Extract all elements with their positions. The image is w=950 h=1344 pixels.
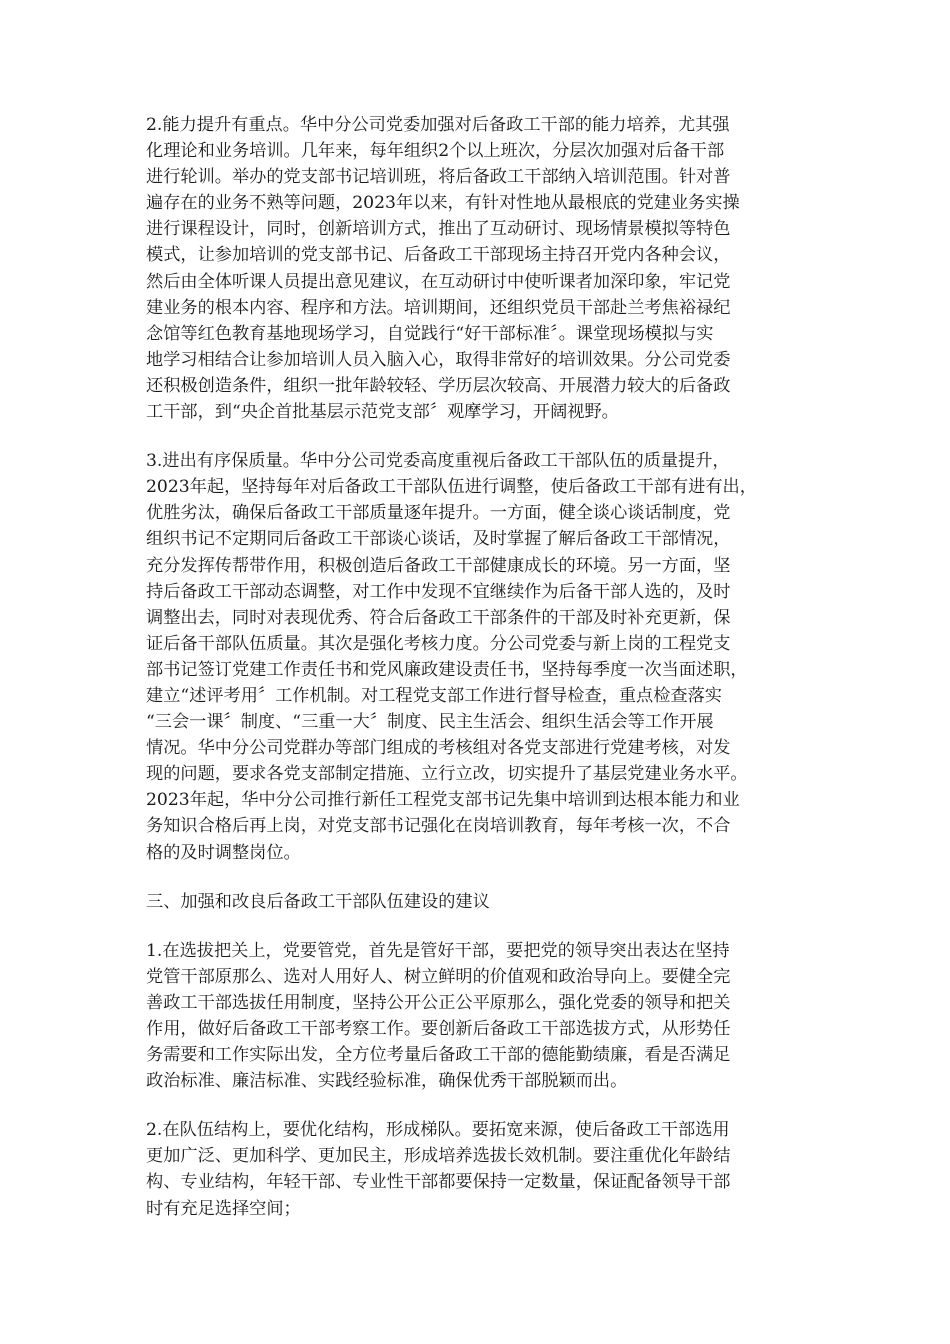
text-line: 还积极创造条件，组织一批年龄较轻、学历层次较高、开展潜力较大的后备政 xyxy=(146,375,731,396)
text-line: 3.进出有序保质量。华中分公司党委高度重视后备政工干部队伍的质量提升， xyxy=(146,451,730,472)
text-line: 持后备政工干部动态调整，对工作中发现不宜继续作为后备干部人选的，及时 xyxy=(146,581,731,602)
paragraph-team-structure xyxy=(146,1117,814,1221)
text-line: 善政工干部选拔任用制度，坚持公开公正公平原那么，强化党委的领导和把关 xyxy=(146,992,731,1013)
text-line: 政治标准、廉洁标准、实践经验标准，确保优秀干部脱颖而出。 xyxy=(146,1071,628,1092)
text-line: 时有充足选择空间； xyxy=(146,1198,301,1219)
text-line: 建业务的根本内容、程序和方法。培训期间，还组织党员干部赴兰考焦裕禄纪 xyxy=(146,297,731,318)
text-line: 化理论和业务培训。几年来，每年组织2个以上班次，分层次加强对后备干部 xyxy=(146,141,725,162)
text-line: 充分发挥传帮带作用，积极创造后备政工干部健康成长的环境。另一方面，坚 xyxy=(146,555,731,576)
document-body xyxy=(146,112,814,1245)
text-line: 党管干部原那么、选对人用好人、树立鲜明的价值观和政治导向上。要健全完 xyxy=(146,966,731,987)
text-line: 地学习相结合让参加培训人员入脑入心，取得非常好的培训效果。分公司党委 xyxy=(146,349,731,370)
text-line: 念馆等红色教育基地现场学习，自觉践行“好干部标准〞。课堂现场模拟与实 xyxy=(146,323,714,344)
text-line: 调整出去，同时对表现优秀、符合后备政工干部条件的干部及时补充更新，保 xyxy=(146,607,731,628)
text-line: 2.在队伍结构上，要优化结构，形成梯队。要拓宽来源，使后备政工干部选用 xyxy=(146,1120,730,1141)
text-line: 构、专业结构，年轻干部、专业性干部都要保持一定数量，保证配备领导干部 xyxy=(146,1172,731,1193)
paragraph-ability-improvement xyxy=(146,112,814,425)
text-line: 1.在选拔把关上，党要管党，首先是管好干部，要把党的领导突出表达在坚持 xyxy=(146,940,730,961)
text-line: 2023年起，华中分公司推行新任工程党支部书记先集中培训到达根本能力和业 xyxy=(146,790,740,811)
paragraph-orderly-quality xyxy=(146,448,814,866)
text-line: 格的及时调整岗位。 xyxy=(146,842,301,863)
text-line: 组织书记不定期同后备政工干部谈心谈话，及时掌握了解后备政工干部情况， xyxy=(146,529,731,550)
text-line: 2.能力提升有重点。华中分公司党委加强对后备政工干部的能力培养，尤其强 xyxy=(146,115,730,135)
text-line: 务知识合格后再上岗，对党支部书记强化在岗培训教育，每年考核一次，不合 xyxy=(146,816,731,837)
text-line: 情况。华中分公司党群办等部门组成的考核组对各党支部进行党建考核，对发 xyxy=(146,738,731,759)
text-line: 部书记签订党建工作责任书和党风廉政建设责任书，坚持每季度一次当面述职， xyxy=(146,659,748,680)
text-line: 优胜劣汰，确保后备政工干部质量逐年提升。一方面，健全谈心谈话制度，党 xyxy=(146,503,731,524)
text-line: 工干部，到“央企首批基层示范党支部〞观摩学习，开阔视野。 xyxy=(146,402,619,423)
text-line: 证后备干部队伍质量。其次是强化考核力度。分公司党委与新上岗的工程党支 xyxy=(146,633,731,654)
heading-text: 三、加强和改良后备政工干部队伍建设的建议 xyxy=(146,891,490,912)
text-line: 然后由全体听课人员提出意见建议，在互动研讨中使听课者加深印象，牢记党 xyxy=(146,271,731,292)
text-line: 作用，做好后备政工干部考察工作。要创新后备政工干部选拔方式，从形势任 xyxy=(146,1019,731,1039)
paragraph-selection-control xyxy=(146,938,814,1095)
text-line: 进行轮训。举办的党支部书记培训班，将后备政工干部纳入培训范围。针对普 xyxy=(146,167,731,188)
text-line: 更加广泛、更加科学、更加民主，形成培养选拔长效机制。要注重优化年龄结 xyxy=(146,1146,731,1167)
text-line: 现的问题，要求各党支部制定措施、立行立改，切实提升了基层党建业务水平。 xyxy=(146,764,748,785)
section-heading xyxy=(146,889,814,915)
text-line: 务需要和工作实际出发，全方位考量后备政工干部的德能勤绩廉，看是否满足 xyxy=(146,1045,731,1066)
text-line: “三会一课〞制度、“三重一大〞制度、民主生活会、组织生活会等工作开展 xyxy=(146,712,714,733)
text-line: 遍存在的业务不熟等问题，2023年以来，有针对性地从最根底的党建业务实操 xyxy=(146,193,740,214)
text-line: 2023年起，坚持每年对后备政工干部队伍进行调整，使后备政工干部有进有出， xyxy=(146,477,757,498)
text-line: 模式，让参加培训的党支部书记、后备政工干部现场主持召开党内各种会议， xyxy=(146,245,731,266)
text-line: 进行课程设计，同时，创新培训方式，推出了互动研讨、现场情景模拟等特色 xyxy=(146,219,731,240)
text-line: 建立“述评考用〞工作机制。对工程党支部工作进行督导检查，重点检查落实 xyxy=(146,685,722,706)
